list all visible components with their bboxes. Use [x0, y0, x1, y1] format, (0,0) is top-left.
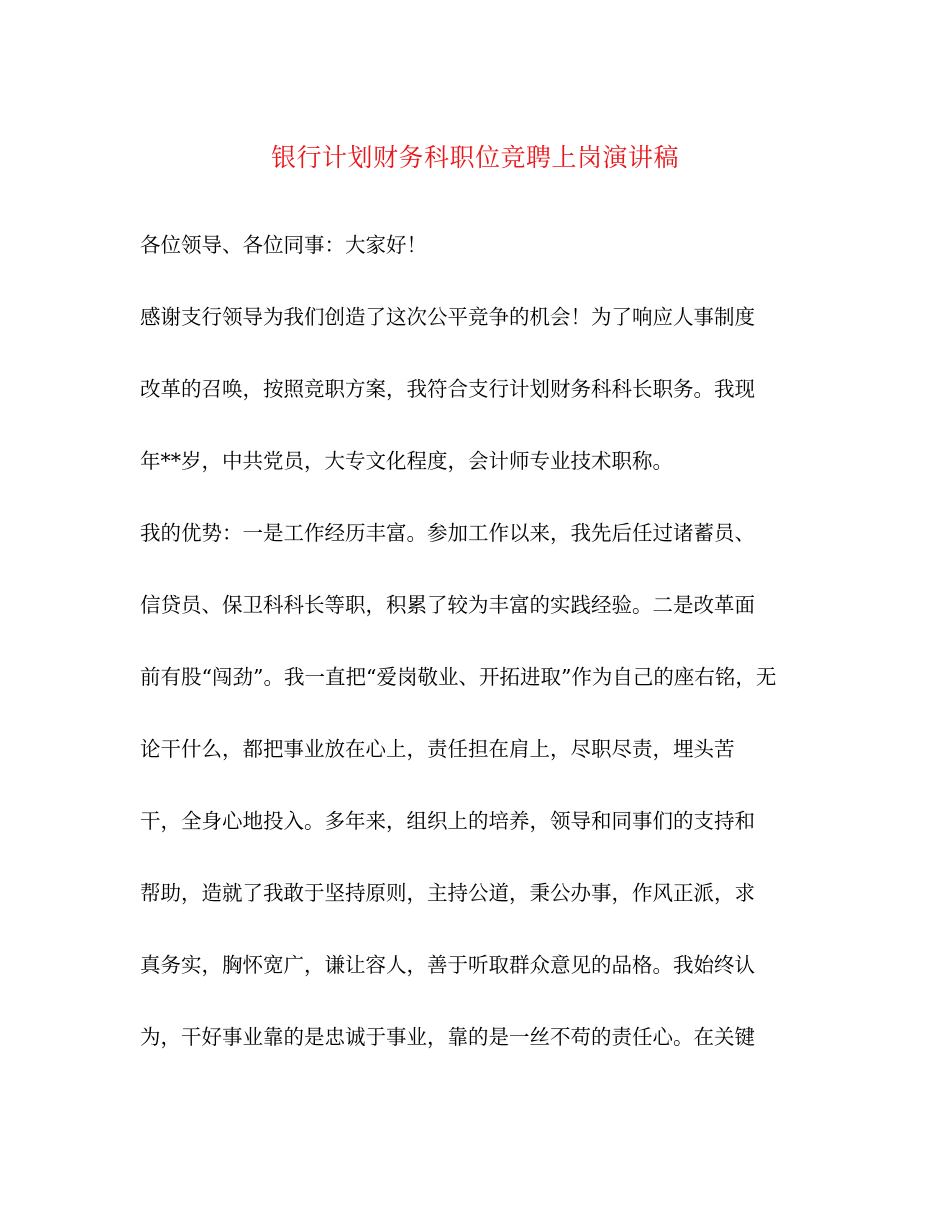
- body-line: 干，全身心地投入。多年来，组织上的培养，领导和同事们的支持和: [140, 809, 755, 833]
- body-line: 我的优势：一是工作经历丰富。参加工作以来，我先后任过诸蓄员、: [140, 521, 755, 545]
- body-line: 年**岁，中共党员，大专文化程度，会计师专业技术职称。: [140, 449, 673, 473]
- body-line: 前有股“闯劲”。我一直把“爱岗敬业、开拓进取”作为自己的座右铭，无: [140, 665, 777, 689]
- body-line-greeting: 各位领导、各位同事：大家好！: [140, 233, 427, 257]
- body-line: 为，干好事业靠的是忠诚于事业，靠的是一丝不苟的责任心。在关键: [140, 1025, 755, 1049]
- body-line: 信贷员、保卫科科长等职，积累了较为丰富的实践经验。二是改革面: [140, 593, 755, 617]
- body-line: 真务实，胸怀宽广，谦让容人，善于听取群众意见的品格。我始终认: [140, 953, 755, 977]
- body-line: 帮助，造就了我敢于坚持原则，主持公道，秉公办事，作风正派，求: [140, 881, 755, 905]
- body-line: 改革的召唤，按照竞职方案，我符合支行计划财务科科长职务。我现: [140, 377, 755, 401]
- body-line: 论干什么，都把事业放在心上，责任担在肩上，尽职尽责，埋头苦: [140, 737, 735, 761]
- document-title: 银行计划财务科职位竞聘上岗演讲稿: [270, 143, 679, 172]
- body-line: 感谢支行领导为我们创造了这次公平竞争的机会！为了响应人事制度: [140, 305, 755, 329]
